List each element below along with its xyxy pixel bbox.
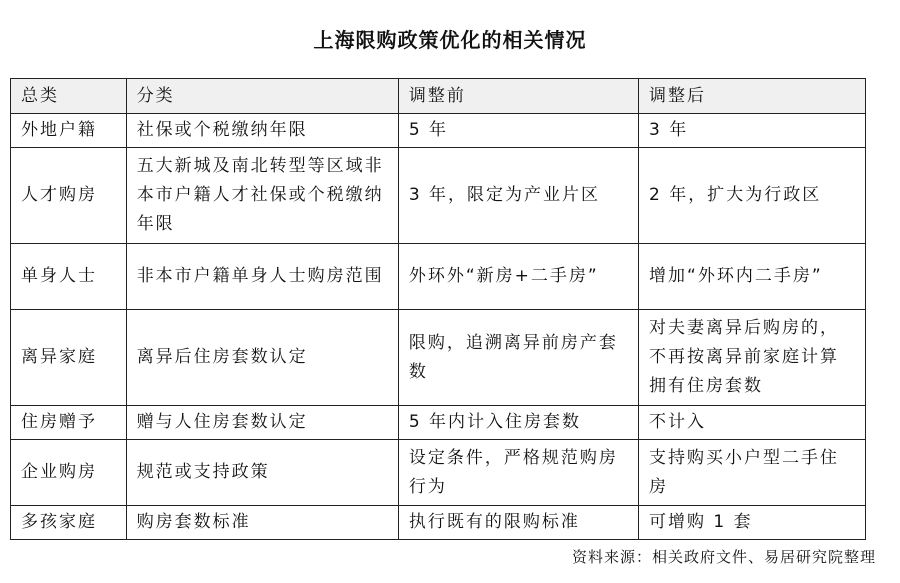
cell-category: 住房赠予 bbox=[11, 406, 127, 440]
cell-before: 执行既有的限购标准 bbox=[398, 506, 638, 540]
cell-after: 2 年，扩大为行政区 bbox=[639, 148, 866, 244]
table-row bbox=[11, 244, 866, 310]
cell-after: 支持购买小户型二手住房 bbox=[639, 440, 866, 506]
cell-subcategory: 规范或支持政策 bbox=[126, 440, 398, 506]
cell-category: 企业购房 bbox=[11, 440, 127, 506]
table-row bbox=[11, 114, 866, 148]
page-title: 上海限购政策优化的相关情况 bbox=[313, 28, 587, 52]
table-row bbox=[11, 506, 866, 540]
cell-category: 多孩家庭 bbox=[11, 506, 127, 540]
cell-category: 单身人士 bbox=[11, 244, 127, 310]
cell-category: 人才购房 bbox=[11, 148, 127, 244]
cell-after: 不计入 bbox=[639, 406, 866, 440]
cell-subcategory: 赠与人住房套数认定 bbox=[126, 406, 398, 440]
cell-subcategory: 离异后住房套数认定 bbox=[126, 310, 398, 406]
cell-after: 增加“外环内二手房” bbox=[639, 244, 866, 310]
cell-category: 外地户籍 bbox=[11, 114, 127, 148]
cell-after: 可增购 1 套 bbox=[639, 506, 866, 540]
header-subcategory: 分类 bbox=[126, 79, 398, 114]
cell-before: 限购，追溯离异前房产套数 bbox=[398, 310, 638, 406]
cell-before: 外环外“新房+二手房” bbox=[398, 244, 638, 310]
cell-subcategory: 五大新城及南北转型等区域非本市户籍人才社保或个税缴纳年限 bbox=[126, 148, 398, 244]
policy-table bbox=[10, 78, 866, 540]
table-header-row bbox=[11, 79, 866, 114]
cell-after: 3 年 bbox=[639, 114, 866, 148]
cell-after: 对夫妻离异后购房的，不再按离异前家庭计算拥有住房套数 bbox=[639, 310, 866, 406]
cell-before: 5 年 bbox=[398, 114, 638, 148]
header-before: 调整前 bbox=[398, 79, 638, 114]
source-note: 资料来源：相关政府文件、易居研究院整理 bbox=[571, 548, 876, 566]
table-row bbox=[11, 148, 866, 244]
table-row bbox=[11, 406, 866, 440]
table-row bbox=[11, 440, 866, 506]
cell-before: 设定条件，严格规范购房行为 bbox=[398, 440, 638, 506]
cell-before: 3 年，限定为产业片区 bbox=[398, 148, 638, 244]
header-after: 调整后 bbox=[639, 79, 866, 114]
cell-before: 5 年内计入住房套数 bbox=[398, 406, 638, 440]
cell-subcategory: 购房套数标准 bbox=[126, 506, 398, 540]
header-category: 总类 bbox=[11, 79, 127, 114]
table-row bbox=[11, 310, 866, 406]
cell-subcategory: 非本市户籍单身人士购房范围 bbox=[126, 244, 398, 310]
cell-subcategory: 社保或个税缴纳年限 bbox=[126, 114, 398, 148]
cell-category: 离异家庭 bbox=[11, 310, 127, 406]
